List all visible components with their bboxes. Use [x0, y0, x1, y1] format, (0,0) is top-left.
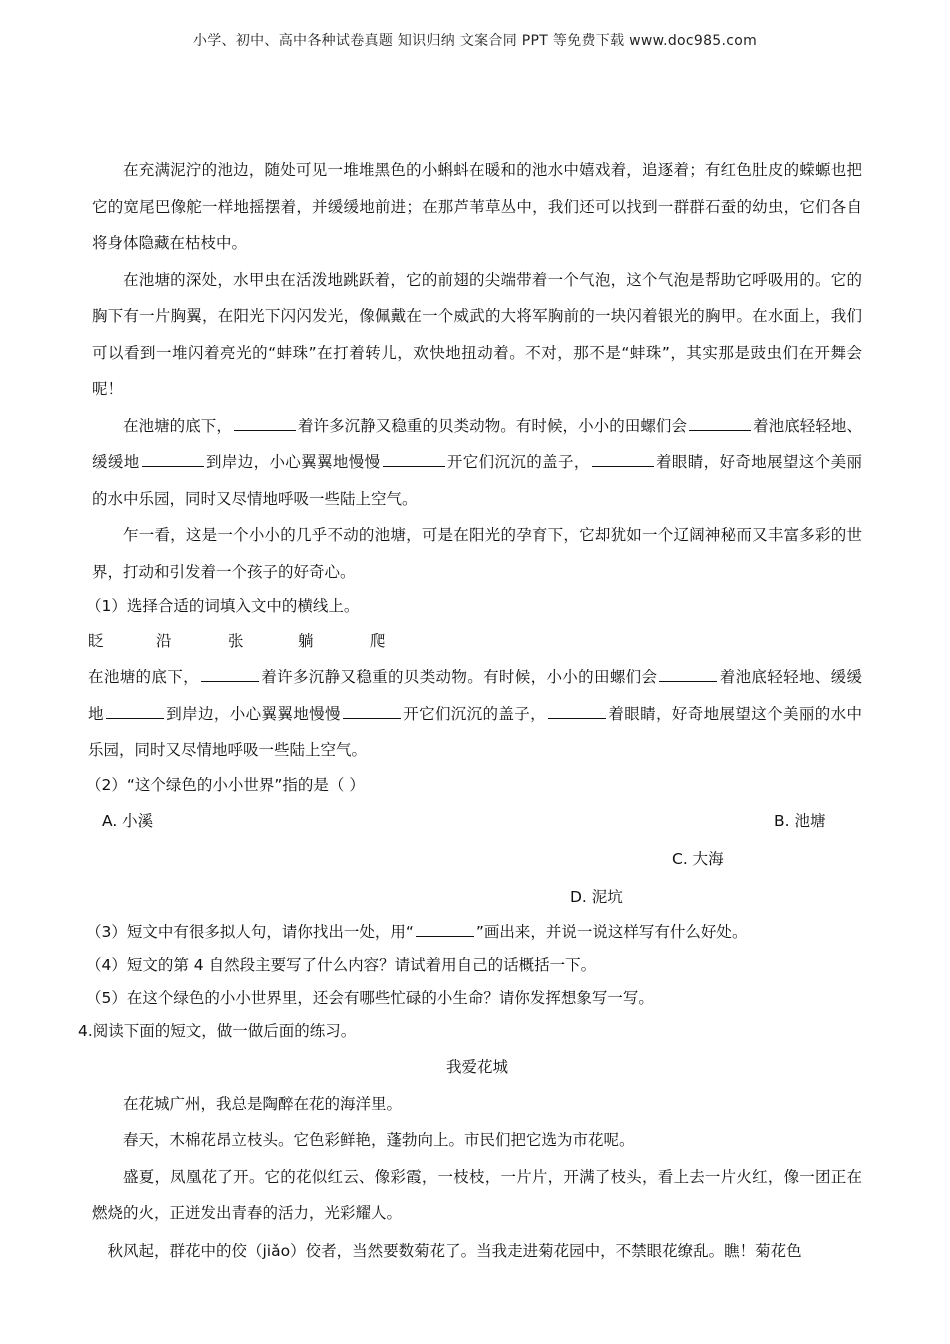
blank-line	[383, 450, 445, 467]
blank-line	[343, 702, 401, 719]
page-header: 小学、初中、高中各种试卷真题 知识归纳 文案合同 PPT 等免费下载 www.doc985.com	[192, 33, 758, 49]
blank-line	[592, 450, 654, 467]
paragraph-3: 在池塘的底下， 着许多沉静又稳重的贝类动物。有时候，小小的田螺们会 着池底轻轻地、缓缓地 到岸边，小心翼翼地慢慢 开它们沉沉的盖子， 着眼睛，好奇地展望这个美丽的水中乐园，同时又尽情地呼吸一些陆上空气。	[92, 408, 862, 518]
word-option: 爬	[370, 632, 386, 650]
word-option: 眨	[88, 632, 104, 650]
blank-line	[106, 702, 164, 719]
word-option: 张	[228, 632, 244, 650]
passage-paragraph-1: 在花城广州，我总是陶醉在花的海洋里。	[123, 1094, 403, 1113]
options-row-2	[92, 840, 862, 878]
question-1-passage: 在池塘的底下， 着许多沉静又稳重的贝类动物。有时候，小小的田螺们会 着池底轻轻地、缓缓地 到岸边，小心翼翼地慢慢 开它们沉沉的盖子， 着眼睛，好奇地展望这个美丽的水中乐园，同时又尽情地呼吸一些陆上空气。	[88, 659, 862, 769]
blank-line	[659, 665, 717, 682]
word-bank	[88, 623, 862, 659]
options-row-1	[92, 802, 862, 840]
word-option: 沿	[156, 632, 172, 650]
paragraph-2: 在池塘的深处，水甲虫在活泼地跳跃着，它的前翅的尖端带着一个气泡，这个气泡是帮助它呼吸用的。它的胸下有一片胸翼，在阳光下闪闪发光，像佩戴在一个威武的大将军胸前的一块闪着银光的胸甲。在水面上，我们可以看到一堆闪着亮光的“蚌珠”在打着转儿，欢快地扭动着。不对，那不是“蚌珠”，其实那是豉虫们在开舞会呢！	[92, 270, 862, 398]
passage-paragraph-4: 秋风起，群花中的佼（jiǎo）佼者，当然要数菊花了。当我走进菊花园中，不禁眼花缭乱。瞧！菊花色	[107, 1241, 802, 1260]
blank-line	[142, 450, 204, 467]
passage-paragraph-2: 春天，木棉花昂立枝头。它色彩鲜艳，蓬勃向上。市民们把它选为市花呢。	[123, 1131, 635, 1149]
word-option: 躺	[298, 632, 314, 650]
options-row-3	[92, 878, 862, 916]
blank-line	[416, 920, 474, 937]
blank-line	[201, 665, 259, 682]
section-4-intro: 4.阅读下面的短文，做一做后面的练习。	[78, 1021, 357, 1040]
paragraph-4: 乍一看，这是一个小小的几乎不动的池塘，可是在阳光的孕育下，它却犹如一个辽阔神秘而又丰富多彩的世界，打动和引发着一个孩子的好奇心。	[92, 526, 862, 581]
blank-line	[689, 414, 751, 431]
document-body	[78, 152, 862, 1270]
question-4: （4）短文的第 4 自然段主要写了什么内容？请试着用自己的话概括一下。	[86, 955, 597, 974]
question-5: （5）在这个绿色的小小世界里，还会有哪些忙碌的小生命？请你发挥想象写一写。	[86, 988, 654, 1007]
option-a: A. 小溪	[102, 811, 154, 830]
option-b: B. 池塘	[774, 811, 826, 830]
question-1-prompt: （1）选择合适的词填入文中的横线上。	[86, 597, 360, 615]
option-d: D. 泥坑	[570, 887, 623, 906]
question-3: （3）短文中有很多拟人句，请你找出一处，用“ ”画出来，并说一说这样写有什么好处。	[86, 916, 862, 949]
paragraph-1: 在充满泥泞的池边，随处可见一堆堆黑色的小蝌蚪在暖和的池水中嬉戏着，追逐着；有红色肚皮的蝾螈也把它的宽尾巴像舵一样地摇摆着，并缓缓地前进；在那芦苇草丛中，我们还可以找到一群群石蚕的幼虫，它们各自将身体隐藏在枯枝中。	[92, 161, 862, 252]
option-c: C. 大海	[672, 849, 724, 868]
question-2-prompt: （2）“这个绿色的小小世界”指的是（ ）	[86, 775, 365, 794]
passage-paragraph-3: 盛夏，凤凰花了开。它的花似红云、像彩霞，一枝枝，一片片，开满了枝头，看上去一片火红，像一团正在燃烧的火，正迸发出青春的活力，光彩耀人。	[92, 1167, 862, 1222]
passage-title: 我爱花城	[445, 1057, 508, 1076]
blank-line	[548, 702, 606, 719]
blank-line	[234, 414, 296, 431]
